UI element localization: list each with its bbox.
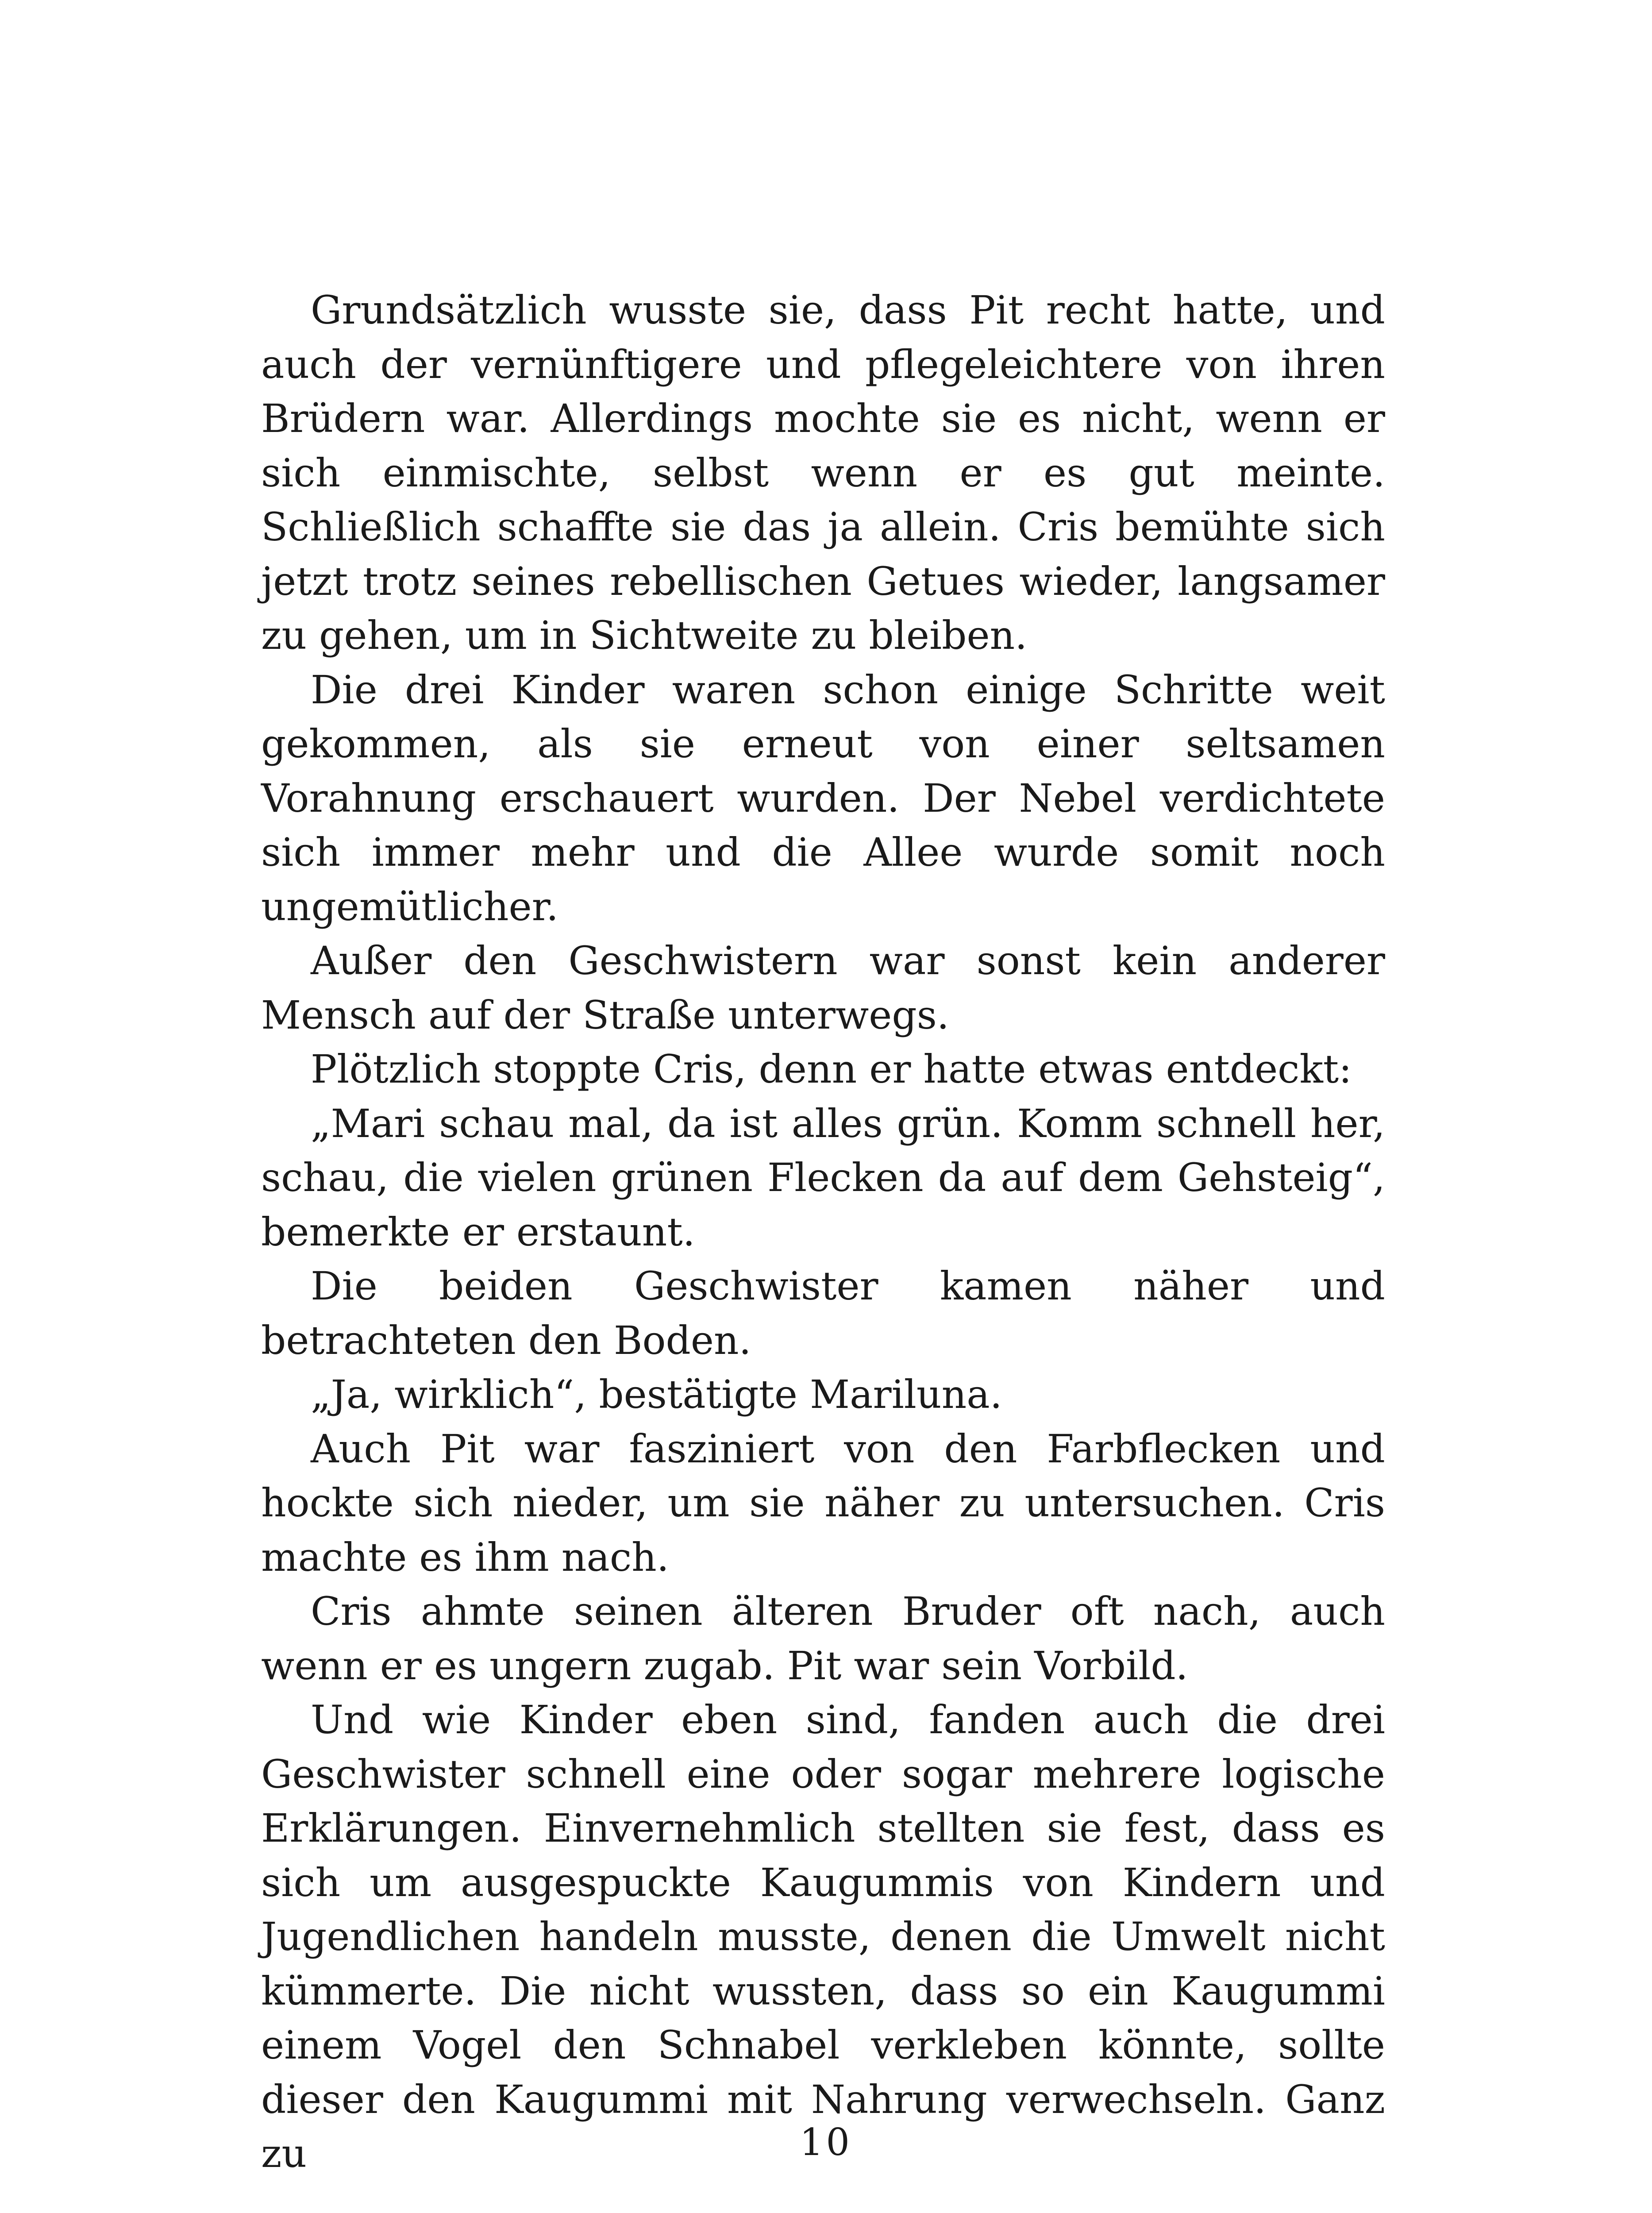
- paragraph: „Mari schau mal, da ist alles grün. Komm schnell her, schau, die vielen grünen Flecken da auf dem Gehsteig“, bemerkte er erstaunt.: [261, 1100, 1385, 1255]
- page-number: 10: [800, 2120, 852, 2164]
- paragraph: Grundsätzlich wusste sie, dass Pit recht hatte, und auch der vernünftigere und pflegeleichtere von ihren Brüdern war. Allerdings mochte sie es nicht, wenn er sich einmischte, selbst wenn er es gut meinte. Schließlich schaffte sie das ja allein. Cris bemühte sich jetzt trotz seines rebellischen Getues wieder, langsamer zu gehen, um in Sichtweite zu bleiben.: [261, 287, 1385, 658]
- paragraph: Die beiden Geschwister kamen näher und betrachteten den Boden.: [261, 1263, 1385, 1363]
- paragraph: Und wie Kinder eben sind, fanden auch die drei Geschwister schnell eine oder sogar mehrere logische Erklärungen. Einvernehmlich stellten sie fest, dass es sich um ausgespuckte Kaugummis von Kindern und Jugendlichen handeln musste, denen die Umwelt nicht kümmerte. Die nicht wussten, dass so ein Kaugummi einem Vogel den Schnabel verkleben könnte, sollte dieser den Kaugummi mit Nahrung verwechseln. Ganz zu: [261, 1697, 1385, 2176]
- paragraph: Plötzlich stoppte Cris, denn er hatte etwas entdeckt:: [311, 1046, 1352, 1092]
- paragraph: „Ja, wirklich“, bestätigte Mariluna.: [311, 1372, 1002, 1417]
- body-text: [261, 283, 1385, 2181]
- paragraph: Die drei Kinder waren schon einige Schritte weit gekommen, als sie erneut von einer seltsamen Vorahnung erschauert wurden. Der Nebel verdichtete sich immer mehr und die Allee wurde somit noch ungemütlicher.: [261, 667, 1385, 929]
- paragraph: Cris ahmte seinen älteren Bruder oft nach, auch wenn er es ungern zugab. Pit war sein Vorbild.: [261, 1588, 1385, 1689]
- paragraph: Außer den Geschwistern war sonst kein anderer Mensch auf der Straße unterwegs.: [261, 938, 1385, 1038]
- paragraph: Auch Pit war fasziniert von den Farbflecken und hockte sich nieder, um sie näher zu untersuchen. Cris machte es ihm nach.: [261, 1426, 1385, 1580]
